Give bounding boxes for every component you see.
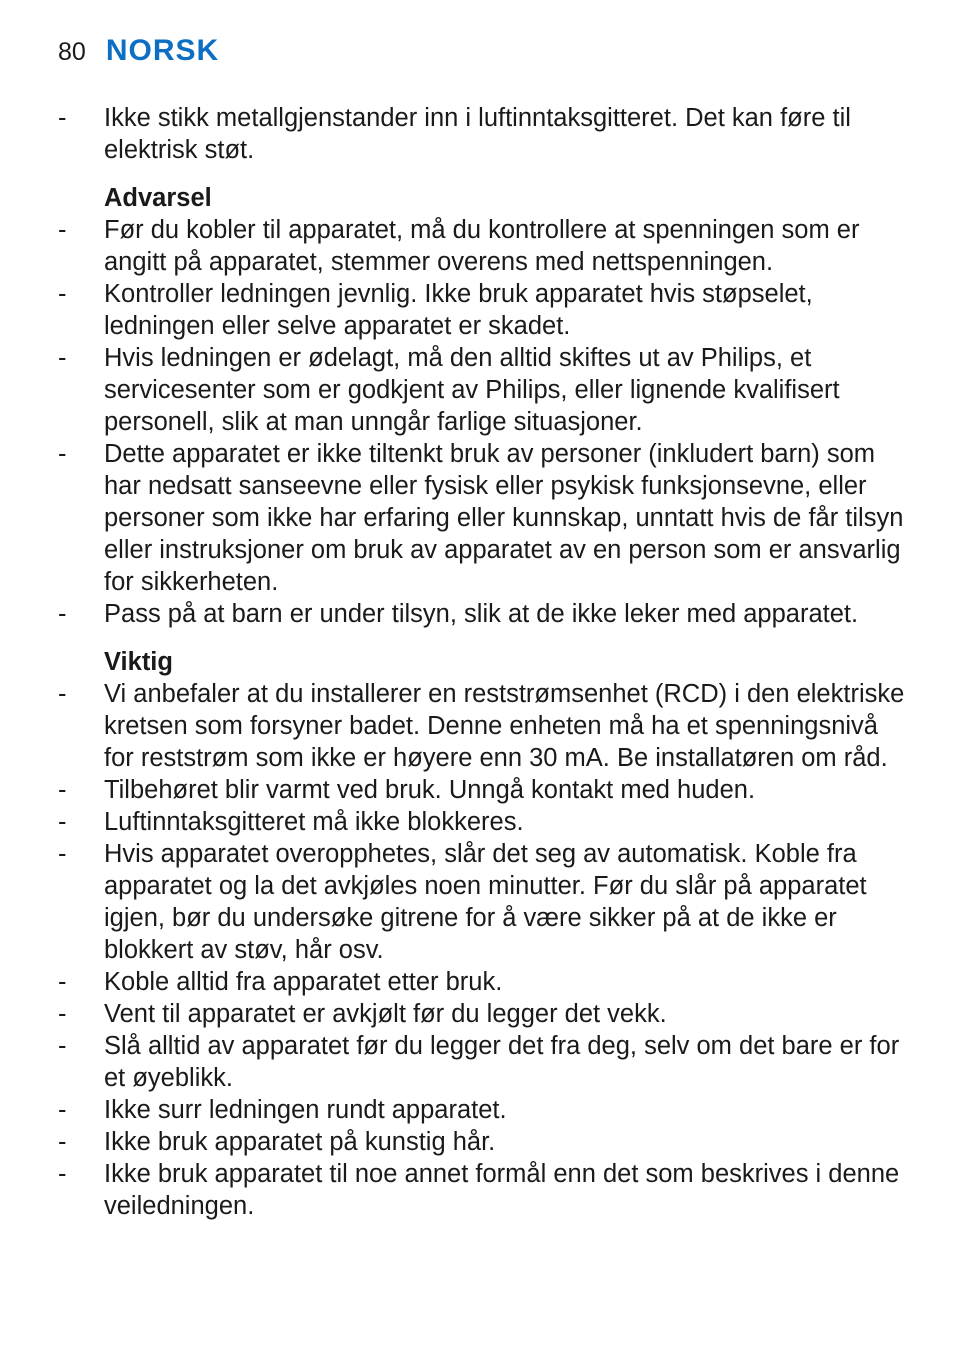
bullet-dash: - [58, 104, 67, 132]
list-item [58, 1126, 908, 1158]
list-item [58, 806, 908, 838]
list-item [58, 214, 908, 278]
bullet-dash: - [58, 216, 67, 244]
list-item-text: Tilbehøret blir varmt ved bruk. Unngå kontakt med huden. [104, 776, 756, 804]
viktig-heading: Viktig [104, 648, 173, 676]
list-item-text: Vi anbefaler at du installerer en reststrømsenhet (RCD) i den elektriske kretsen som forsyner badet. Denne enheten må ha et spenningsnivå for reststrøm som ikke er høyere enn 30 mA. Be installatøren om råd. [104, 680, 905, 772]
list-item-text: Slå alltid av apparatet før du legger det fra deg, selv om det bare er for et øyeblikk. [104, 1032, 900, 1092]
list-item [58, 1158, 908, 1222]
list-item-text: Ikke surr ledningen rundt apparatet. [104, 1096, 507, 1124]
list-item-text: Koble alltid fra apparatet etter bruk. [104, 968, 503, 996]
bullet-dash: - [58, 1032, 67, 1060]
section-title: NORSK [105, 34, 220, 67]
list-item-text: Ikke bruk apparatet på kunstig hår. [104, 1128, 496, 1156]
bullet-dash: - [58, 1160, 67, 1188]
list-item-text: Kontroller ledningen jevnlig. Ikke bruk apparatet hvis støpselet, ledningen eller selve apparatet er skadet. [104, 280, 813, 340]
bullet-dash: - [58, 280, 67, 308]
list-item-text: Hvis ledningen er ødelagt, må den alltid skiftes ut av Philips, et servicesenter som er godkjent av Philips, eller lignende kvalifisert personell, slik at man unngår farlige situasjoner. [104, 344, 840, 436]
list-item-text: Før du kobler til apparatet, må du kontrollere at spenningen som er angitt på apparatet, stemmer overens med nettspenningen. [104, 216, 860, 276]
list-item [58, 1094, 908, 1126]
page-number: 80 [58, 38, 86, 66]
viktig-list [58, 678, 908, 1222]
bullet-dash: - [58, 776, 67, 804]
bullet-dash: - [58, 344, 67, 372]
advarsel-list [58, 214, 908, 630]
page-content [58, 102, 908, 1222]
list-item [58, 342, 908, 438]
list-item [58, 998, 908, 1030]
list-item-text: Ikke stikk metallgjenstander inn i luftinntaksgitteret. Det kan føre til elektrisk støt. [104, 104, 851, 164]
list-item [58, 102, 908, 166]
bullet-dash: - [58, 680, 67, 708]
bullet-dash: - [58, 1096, 67, 1124]
list-item [58, 598, 908, 630]
list-item-text: Hvis apparatet overopphetes, slår det seg av automatisk. Koble fra apparatet og la det avkjøles noen minutter. Før du slår på apparatet igjen, bør du undersøke gitrene for å være sikker på at de ikke er blokkert av støv, hår osv. [104, 840, 867, 964]
bullet-dash: - [58, 1128, 67, 1156]
list-item-text: Dette apparatet er ikke tiltenkt bruk av personer (inkludert barn) som har nedsatt sanseevne eller fysisk eller psykisk funksjonsevne, eller personer som ikke har erfaring eller kunnskap, unntatt hvis de får tilsyn eller instruksjoner om bruk av apparatet av en person som er ansvarlig for sikkerheten. [104, 440, 904, 596]
advarsel-heading: Advarsel [104, 184, 212, 212]
list-item [58, 438, 908, 598]
list-item [58, 838, 908, 966]
intro-list [58, 102, 908, 166]
list-item-text: Luftinntaksgitteret må ikke blokkeres. [104, 808, 524, 836]
bullet-dash: - [58, 840, 67, 868]
bullet-dash: - [58, 440, 67, 468]
bullet-dash: - [58, 600, 67, 628]
list-item-text: Ikke bruk apparatet til noe annet formål enn det som beskrives i denne veiledningen. [104, 1160, 900, 1220]
list-item [58, 678, 908, 774]
bullet-dash: - [58, 1000, 67, 1028]
list-item-text: Vent til apparatet er avkjølt før du legger det vekk. [104, 1000, 667, 1028]
list-item-text: Pass på at barn er under tilsyn, slik at de ikke leker med apparatet. [104, 600, 859, 628]
list-item [58, 278, 908, 342]
list-item [58, 774, 908, 806]
page-header [58, 34, 219, 68]
bullet-dash: - [58, 968, 67, 996]
list-item [58, 1030, 908, 1094]
bullet-dash: - [58, 808, 67, 836]
list-item [58, 966, 908, 998]
